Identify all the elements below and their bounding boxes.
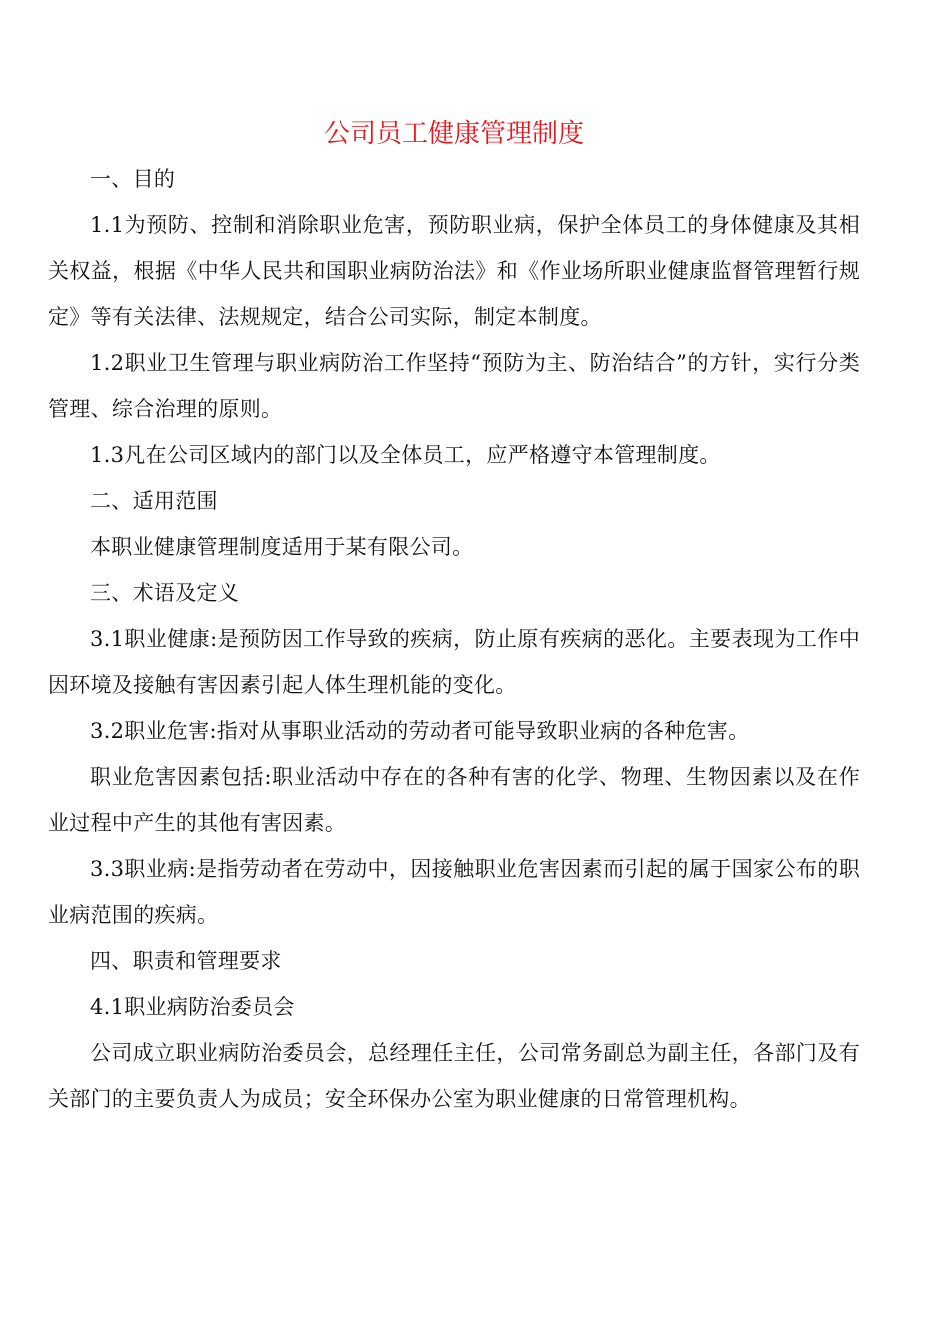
document-page (48, 112, 860, 1122)
paragraph-4-1: 4.1职业病防治委员会 (90, 995, 295, 1019)
paragraph-committee: 公司成立职业病防治委员会，总经理任主任，公司常务副总为副主任，各部门及有关部门的主要负责人为成员；安全环保办公室为职业健康的日常管理机构。 (48, 1041, 860, 1111)
paragraph-1-2: 1.2职业卫生管理与职业病防治工作坚持“预防为主、防治结合”的方针，实行分类管理、综合治理的原则。 (48, 351, 860, 421)
document-title: 公司员工健康管理制度 (323, 119, 584, 149)
section-heading-terms: 三、术语及定义 (90, 581, 240, 605)
paragraph-3-2: 3.2职业危害:指对从事职业活动的劳动者可能导致职业病的各种危害。 (90, 719, 750, 743)
section-heading-scope: 二、适用范围 (90, 489, 218, 513)
section-heading-duties: 四、职责和管理要求 (90, 949, 282, 973)
paragraph-1-1: 1.1为预防、控制和消除职业危害，预防职业病，保护全体员工的身体健康及其相关权益，根据《中华人民共和国职业病防治法》和《作业场所职业健康监督管理暂行规定》等有关法律、法规规定，结合公司实际，制定本制度。 (48, 213, 860, 329)
paragraph-1-3: 1.3凡在公司区域内的部门以及全体员工，应严格遵守本管理制度。 (90, 443, 721, 467)
paragraph-3-1: 3.1职业健康:是预防因工作导致的疾病，防止原有疾病的恶化。主要表现为工作中因环境及接触有害因素引起人体生理机能的变化。 (48, 627, 860, 697)
paragraph-scope: 本职业健康管理制度适用于某有限公司。 (90, 535, 474, 559)
paragraph-hazard-factors: 职业危害因素包括:职业活动中存在的各种有害的化学、物理、生物因素以及在作业过程中产生的其他有害因素。 (48, 765, 860, 835)
paragraph-3-3: 3.3职业病:是指劳动者在劳动中，因接触职业危害因素而引起的属于国家公布的职业病范围的疾病。 (48, 857, 860, 927)
section-heading-purpose: 一、目的 (90, 167, 176, 191)
